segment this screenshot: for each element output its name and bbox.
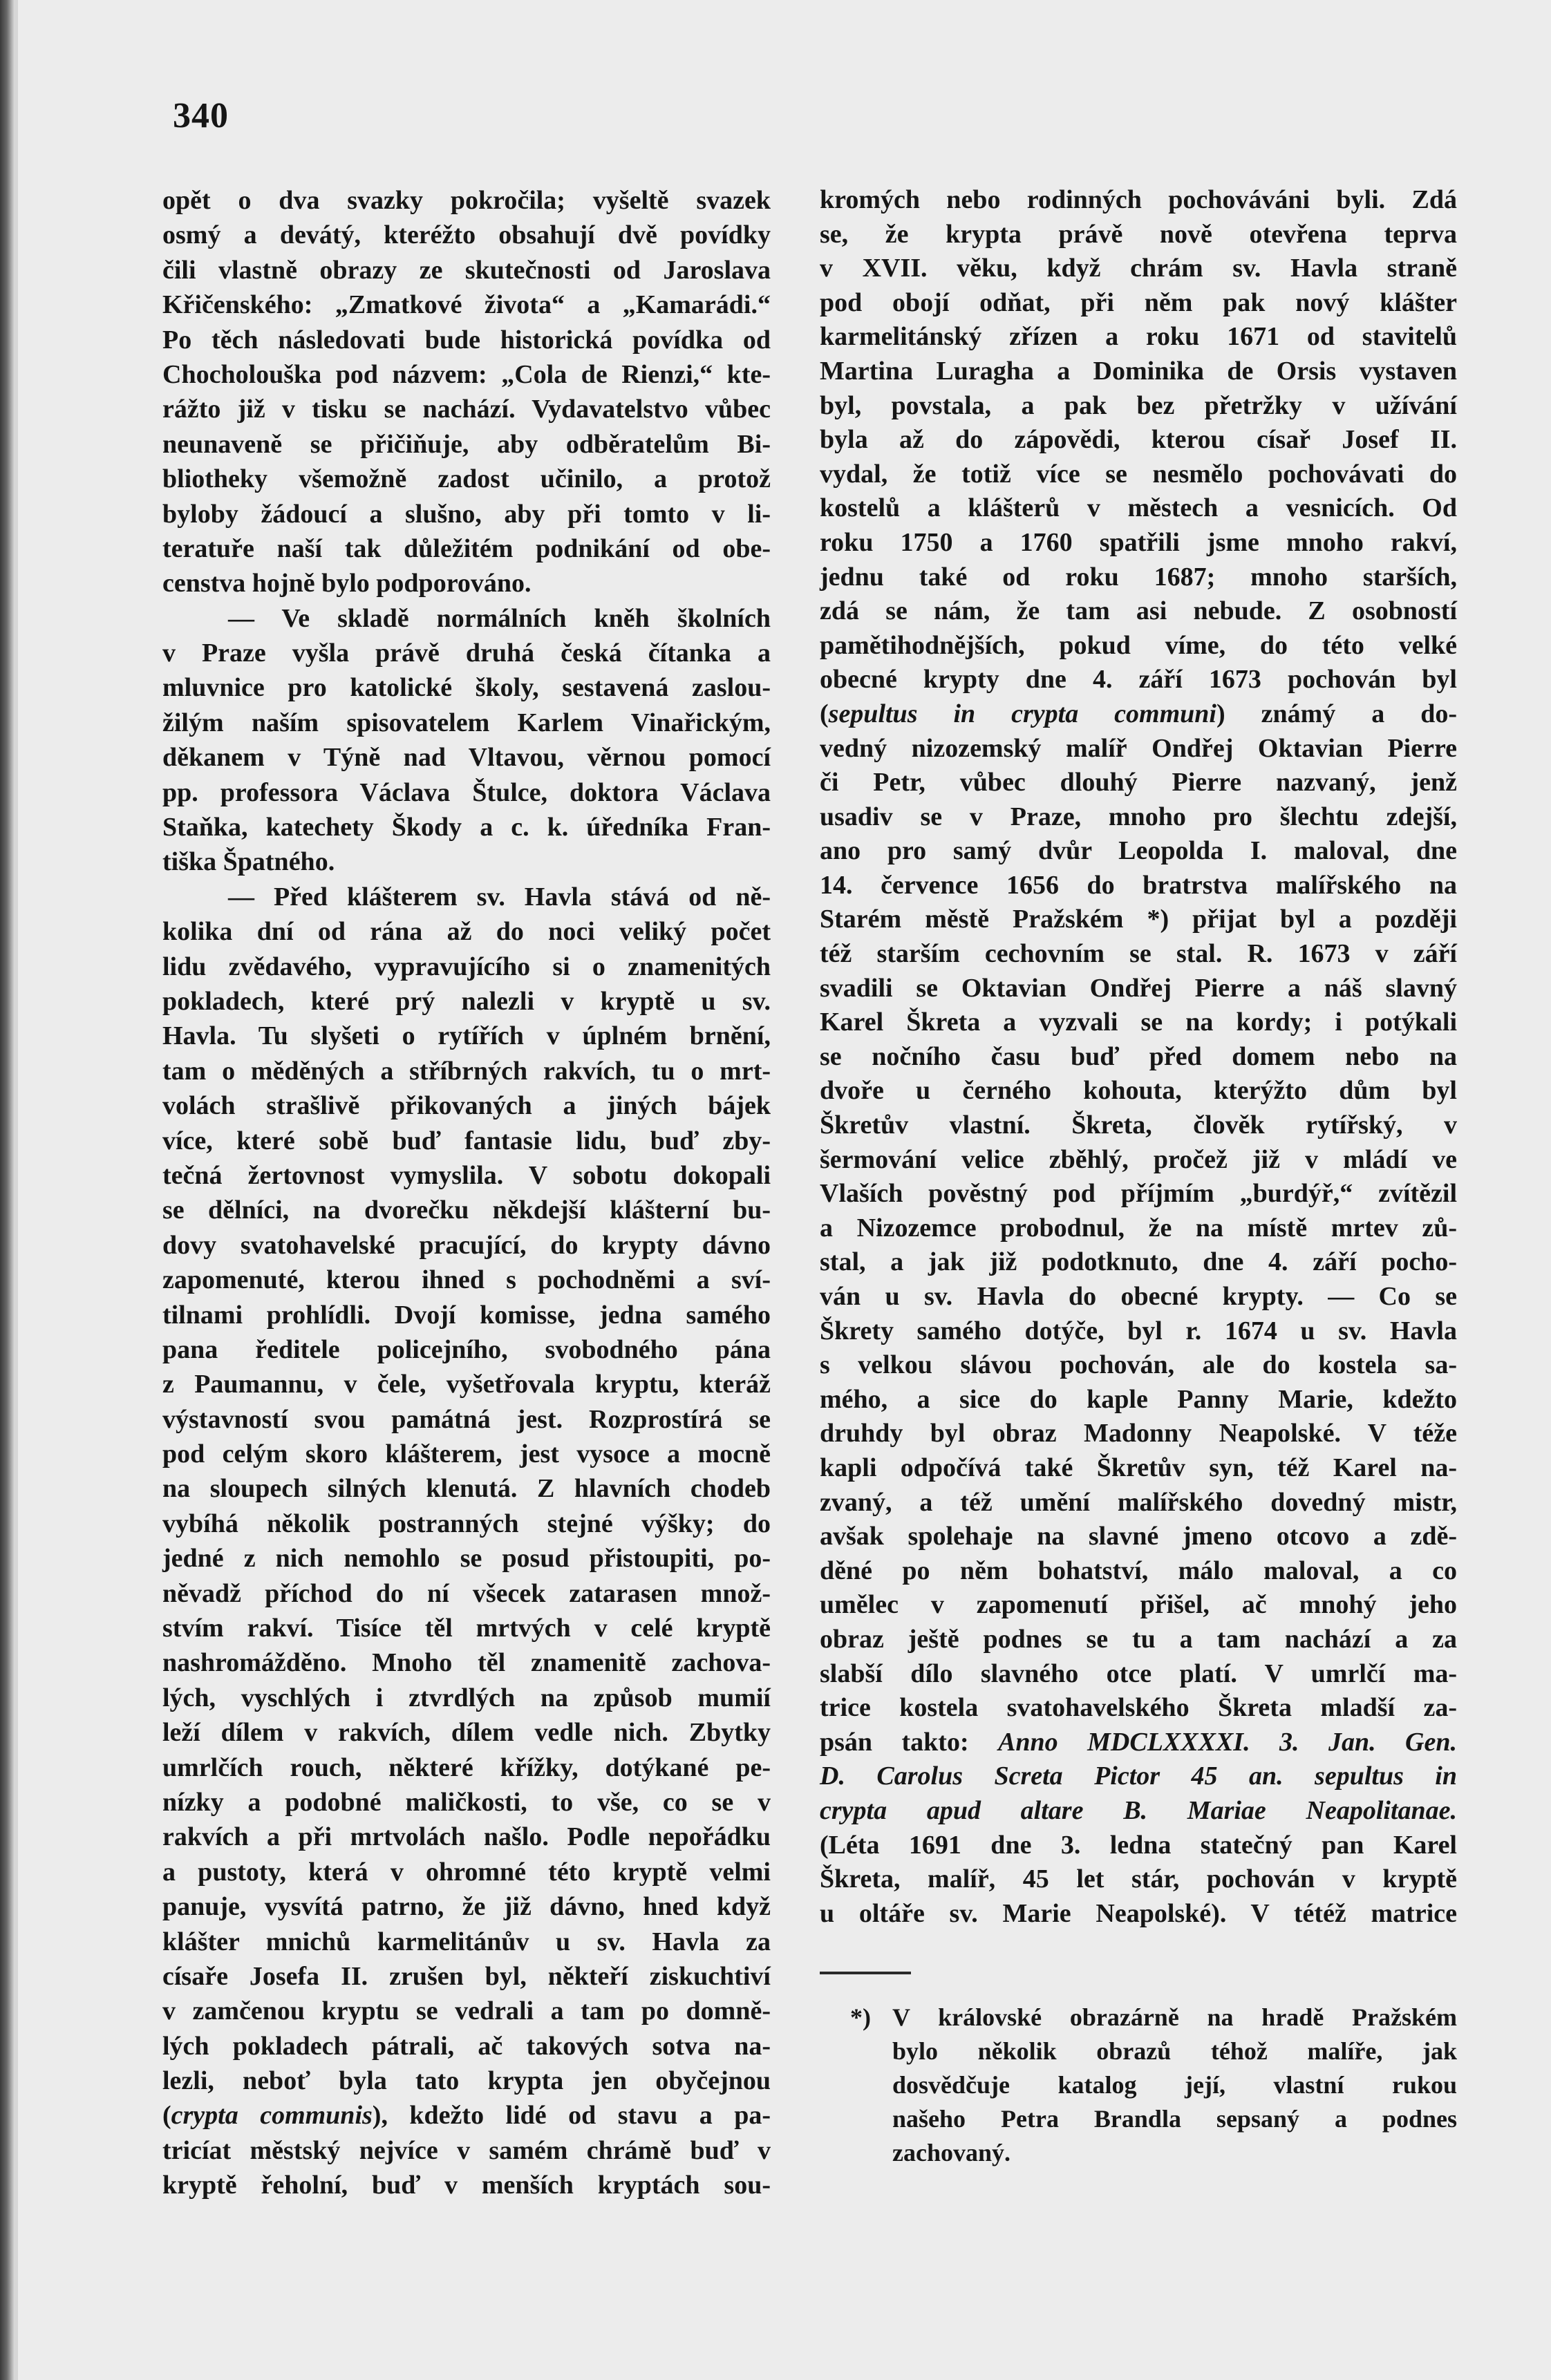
text-line: císaře Josefa II. zrušen byl, někteří ziskuchtiví: [162, 1961, 771, 1991]
text-line: karmelitánský zřízen a roku 1671 od stavitelů: [820, 322, 1457, 352]
text-line: vybíhá několik postranných stejné výšky; do: [162, 1509, 771, 1538]
text-line: druhdy byl obraz Madonny Neapolské. V téže: [820, 1419, 1457, 1448]
text-line: zapomenuté, kterou ihned s pochodněmi a sví-: [162, 1265, 771, 1295]
text-line: či Petr, vůbec dlouhý Pierre nazvaný, jenž: [820, 768, 1457, 797]
text-line: V královské obrazárně na hradě Pražském: [892, 2003, 1457, 2031]
text-line: lých pokladech pátrali, ač takových sotva na-: [162, 2031, 771, 2061]
text-line: nízky a podobné maličkosti, to vše, co se v: [162, 1787, 771, 1817]
text-line: šermování velice zběhlý, pročež již v mládí ve: [820, 1144, 1457, 1174]
text-line: ano pro samý dvůr Leopolda I. maloval, dne: [820, 836, 1457, 866]
text-line: dvoře u černého kohouta, kterýžto dům byl: [820, 1076, 1457, 1106]
text-line: pod obojí odňat, při něm pak nový klášter: [820, 287, 1457, 317]
text-line: — Před klášterem sv. Havla stává od ně-: [228, 882, 771, 912]
text-line: [820, 1759, 1457, 1794]
text-line: a pustoty, která v ohromné této kryptě velmi: [162, 1857, 771, 1887]
text-line: [820, 1726, 1457, 1760]
text-line: roku 1750 a 1760 spatřili jsme mnoho rakví,: [820, 527, 1457, 557]
text-line: censtva hojně bylo podporováno.: [162, 569, 532, 598]
text-line: čili vlastně obrazy ze skutečnosti od Jaroslava: [162, 255, 771, 285]
text-line: umrlčích rouch, některé křížky, dotýkané pe-: [162, 1753, 771, 1782]
text-line: vedný nizozemský malíř Ondřej Oktavian Pierre: [820, 733, 1457, 763]
text-line: tilnami prohlídli. Dvojí komisse, jedna samého: [162, 1300, 771, 1330]
text-line: nashromážděno. Mnoho těl znamenitě zachova-: [162, 1648, 771, 1678]
text-column-left: [162, 183, 771, 2203]
text-line: v Praze vyšla právě druhá česká čítanka a: [162, 639, 771, 668]
text-line: žilým naším spisovatelem Karlem Vinařickým,: [162, 708, 771, 737]
text-line: v XVII. věku, když chrám sv. Havla straně: [820, 254, 1457, 283]
text-line: tam o měděných a stříbrných rakvích, tu o mrt-: [162, 1056, 771, 1086]
text-line: slabší dílo slavného otce platí. V umrlčí ma-: [820, 1659, 1457, 1688]
text-line: panuje, vysvítá patrno, že již dávno, hned když: [162, 1892, 771, 1922]
text-segment: psán takto:: [820, 1727, 999, 1757]
text-line: Po těch následovati bude historická povídka od: [162, 325, 771, 355]
page-number: 340: [173, 96, 229, 135]
text-line: jednu také od roku 1687; mnoho starších,: [820, 562, 1457, 592]
text-line: děné po něm bohatství, málo maloval, a co: [820, 1556, 1457, 1585]
footnote: [820, 2001, 1457, 2170]
text-line: dosvědčuje katalog její, vlastní rukou: [892, 2071, 1457, 2099]
text-column-right: [820, 183, 1457, 1931]
text-line: tricíat městský nejvíce v samém chrámě buď v: [162, 2135, 771, 2165]
text-line: s velkou slávou pochován, ale do kostela sa-: [820, 1350, 1457, 1380]
text-line: osmý a devátý, kteréžto obsahují dvě povídky: [162, 220, 771, 250]
text-line: [820, 1794, 1457, 1829]
text-line: bliotheky všemožně zadost učinilo, a protož: [162, 464, 771, 494]
text-line: Křičenského: „Zmatkové života“ a „Kamarádi.“: [162, 290, 771, 320]
text-line: v zamčenou kryptu se vedrali a tam po domně-: [162, 1996, 771, 2026]
text-line: Havla. Tu slyšeti o rytířích v úplném brnění,: [162, 1021, 771, 1051]
text-line: zdá se nám, že tam asi nebude. Z osobností: [820, 596, 1457, 626]
text-line: vydal, že totiž více se nesmělo pochovávati do: [820, 459, 1457, 489]
text-line: Starém městě Pražském *) přijat byl a později: [820, 905, 1457, 934]
text-line: z Paumannu, v čele, vyšetřovala kryptu, kteráž: [162, 1370, 771, 1399]
text-line: ván u sv. Havla do obecné krypty. — Co se: [820, 1282, 1457, 1311]
text-line: kryptě řeholní, buď v menších kryptách sou-: [162, 2171, 771, 2200]
text-line: umělec v zapomenutí přišel, ač mnohý jeho: [820, 1590, 1457, 1620]
text-line: Vlaších pověstný pod příjmím „burdýř,“ zvítězil: [820, 1179, 1457, 1209]
text-line: pamětihodnějších, pokud víme, do této velké: [820, 630, 1457, 660]
text-line: na sloupech silných klenutá. Z hlavních chodeb: [162, 1474, 771, 1504]
text-line: stal, a jak již podotknuto, dne 4. září pocho-: [820, 1247, 1457, 1277]
text-line: mého, a sice do kaple Panny Marie, kdežto: [820, 1384, 1457, 1414]
footnote-separator: [820, 1972, 911, 1974]
text-line: Škretův vlastní. Škreta, člověk rytířský, v: [820, 1111, 1457, 1140]
text-line: — Ve skladě normálních kněh školních: [228, 603, 771, 633]
italic-text: Anno MDCLXXXXI. 3. Jan. Gen.: [998, 1727, 1458, 1757]
text-line: kolika dní od rána až do noci veliký počet: [162, 917, 771, 947]
text-line: teratuře naší tak důležitém podnikání od obe-: [162, 533, 771, 563]
text-line: 14. července 1656 do bratrstva malířského na: [820, 870, 1457, 900]
text-line: něvadž příchod do ní všecek zatarasen množ-: [162, 1578, 771, 1608]
text-segment: ) známý a do-: [1216, 699, 1457, 728]
text-line: stvím rakví. Tisíce těl mrtvých v celé kryptě: [162, 1614, 771, 1643]
text-line: svadili se Oktavian Ondřej Pierre a náš slavný: [820, 973, 1457, 1003]
scan-page-edge: [0, 0, 14, 2380]
italic-text: D. Carolus Screta Pictor 45 an. sepultus in: [820, 1762, 1457, 1791]
scan-page-edge-highlight: [14, 0, 18, 2380]
text-line: trice kostela svatohavelského Škreta mladší za-: [820, 1693, 1457, 1723]
italic-text: sepultus in crypta communi: [828, 699, 1216, 728]
text-line: rakvích a při mrtvolách našlo. Podle nepořádku: [162, 1822, 771, 1852]
text-line: bylo několik obrazů téhož malíře, jak: [892, 2037, 1457, 2065]
text-line: dovy svatohavelské pracující, do krypty dávno: [162, 1230, 771, 1260]
text-segment: (: [820, 699, 829, 728]
text-line: u oltáře sv. Marie Neapolské). V tétéž matrice: [820, 1898, 1457, 1928]
text-line: tiška Špatného.: [162, 847, 335, 877]
text-line: leží dílem v rakvích, dílem vedle nich. Zbytky: [162, 1718, 771, 1748]
text-line: avšak spolehaje na slavné jmeno otcovo a zdě-: [820, 1522, 1457, 1551]
text-line: mluvnice pro katolické školy, sestavená zaslou-: [162, 673, 771, 703]
text-line: Martina Luragha a Dominika de Orsis vystaven: [820, 356, 1457, 386]
text-line: lidu zvědavého, vypravujícího si o znamenitých: [162, 952, 771, 981]
text-line: usadiv se v Praze, mnoho pro šlechtu zdejší,: [820, 802, 1457, 831]
text-line: obraz ještě podnes se tu a tam nachází a za: [820, 1624, 1457, 1654]
text-line: byloby žádoucí a slušno, aby při tomto v li-: [162, 499, 771, 529]
text-line: pp. professora Václava Štulce, doktora Václava: [162, 777, 771, 807]
text-line: volách strašlivě přikovaných a jiných bájek: [162, 1091, 771, 1121]
italic-text: crypta apud altare B. Mariae Neapolitanae.: [820, 1795, 1457, 1825]
text-line: lých, vyschlých i ztvrdlých na způsob mumií: [162, 1683, 771, 1712]
text-line: pokladech, které prý nalezli v kryptě u sv.: [162, 986, 771, 1016]
text-line: se dělníci, na dvorečku někdejší klášterní bu-: [162, 1196, 771, 1225]
text-line: zvaný, a též umění malířského dovedný mistr,: [820, 1487, 1457, 1517]
text-line: [162, 2098, 771, 2133]
text-line: (Léta 1691 dne 3. ledna statečný pan Karel: [820, 1830, 1457, 1860]
text-line: tečná žertovnost vymyslila. V sobotu dokopali: [162, 1160, 771, 1190]
text-segment: (: [162, 2101, 171, 2131]
footnote-text: [892, 2001, 1457, 2170]
text-line: našeho Petra Brandla sepsaný a podnes: [892, 2105, 1457, 2133]
text-line: zachovaný.: [892, 2139, 1010, 2166]
text-line: klášter mnichů karmelitánův u sv. Havla za: [162, 1927, 771, 1956]
text-line: děkanem v Týně nad Vltavou, věrnou pomocí: [162, 743, 771, 773]
text-line: opět o dva svazky pokročila; vyšeltě svazek: [162, 186, 771, 215]
text-line: Chocholouška pod názvem: „Cola de Rienzi,“ kte-: [162, 359, 771, 389]
italic-text: crypta communis: [171, 2101, 373, 2131]
text-line: Karel Škreta a vyzvali se na kordy; i potýkali: [820, 1008, 1457, 1037]
footnote-marker: *): [850, 2003, 871, 2031]
text-line: kostelů a klášterů v městech a vesnicích. Od: [820, 493, 1457, 523]
text-line: výstavností svou památná jest. Rozprostírá se: [162, 1404, 771, 1434]
text-line: se, že krypta právě nově otevřena teprva: [820, 219, 1457, 249]
text-line: Škreta, malíř, 45 let stár, pochován v kryptě: [820, 1864, 1457, 1894]
text-line: jedné z nich nemohlo se posud přistoupiti, po-: [162, 1544, 771, 1574]
text-line: byla až do zápovědi, kterou císař Josef II.: [820, 425, 1457, 455]
text-line: se nočního času buď před domem nebo na: [820, 1041, 1457, 1071]
text-line: kromých nebo rodinných pochováváni byli. Zdá: [820, 185, 1457, 214]
text-line: [820, 697, 1457, 732]
text-line: a Nizozemce probodnul, že na místě mrtev zů-: [820, 1213, 1457, 1243]
text-line: pod celým skoro klášterem, jest vysoce a mocně: [162, 1439, 771, 1469]
text-line: obecné krypty dne 4. září 1673 pochován byl: [820, 665, 1457, 695]
text-line: též starším cechovním se stal. R. 1673 v září: [820, 939, 1457, 969]
text-line: byl, povstala, a pak bez přetržky v užívání: [820, 390, 1457, 420]
text-line: kapli odpočívá také Škretův syn, též Karel na-: [820, 1453, 1457, 1482]
text-line: pana ředitele policejního, svobodného pána: [162, 1334, 771, 1364]
text-line: lezli, neboť byla tato krypta jen obyčejnou: [162, 2066, 771, 2096]
text-line: rážto již v tisku se nachází. Vydavatelstvo vůbec: [162, 395, 771, 424]
text-line: Škrety samého dotýče, byl r. 1674 u sv. Havla: [820, 1316, 1457, 1345]
text-segment: ), kdežto lidé od stavu a pa-: [372, 2101, 771, 2131]
text-line: neunaveně se přičiňuje, aby odběratelům Bi-: [162, 429, 771, 459]
text-line: Staňka, katechety Škody a c. k. úředníka Fran-: [162, 813, 771, 842]
text-line: více, které sobě buď fantasie lidu, buď zby-: [162, 1126, 771, 1155]
